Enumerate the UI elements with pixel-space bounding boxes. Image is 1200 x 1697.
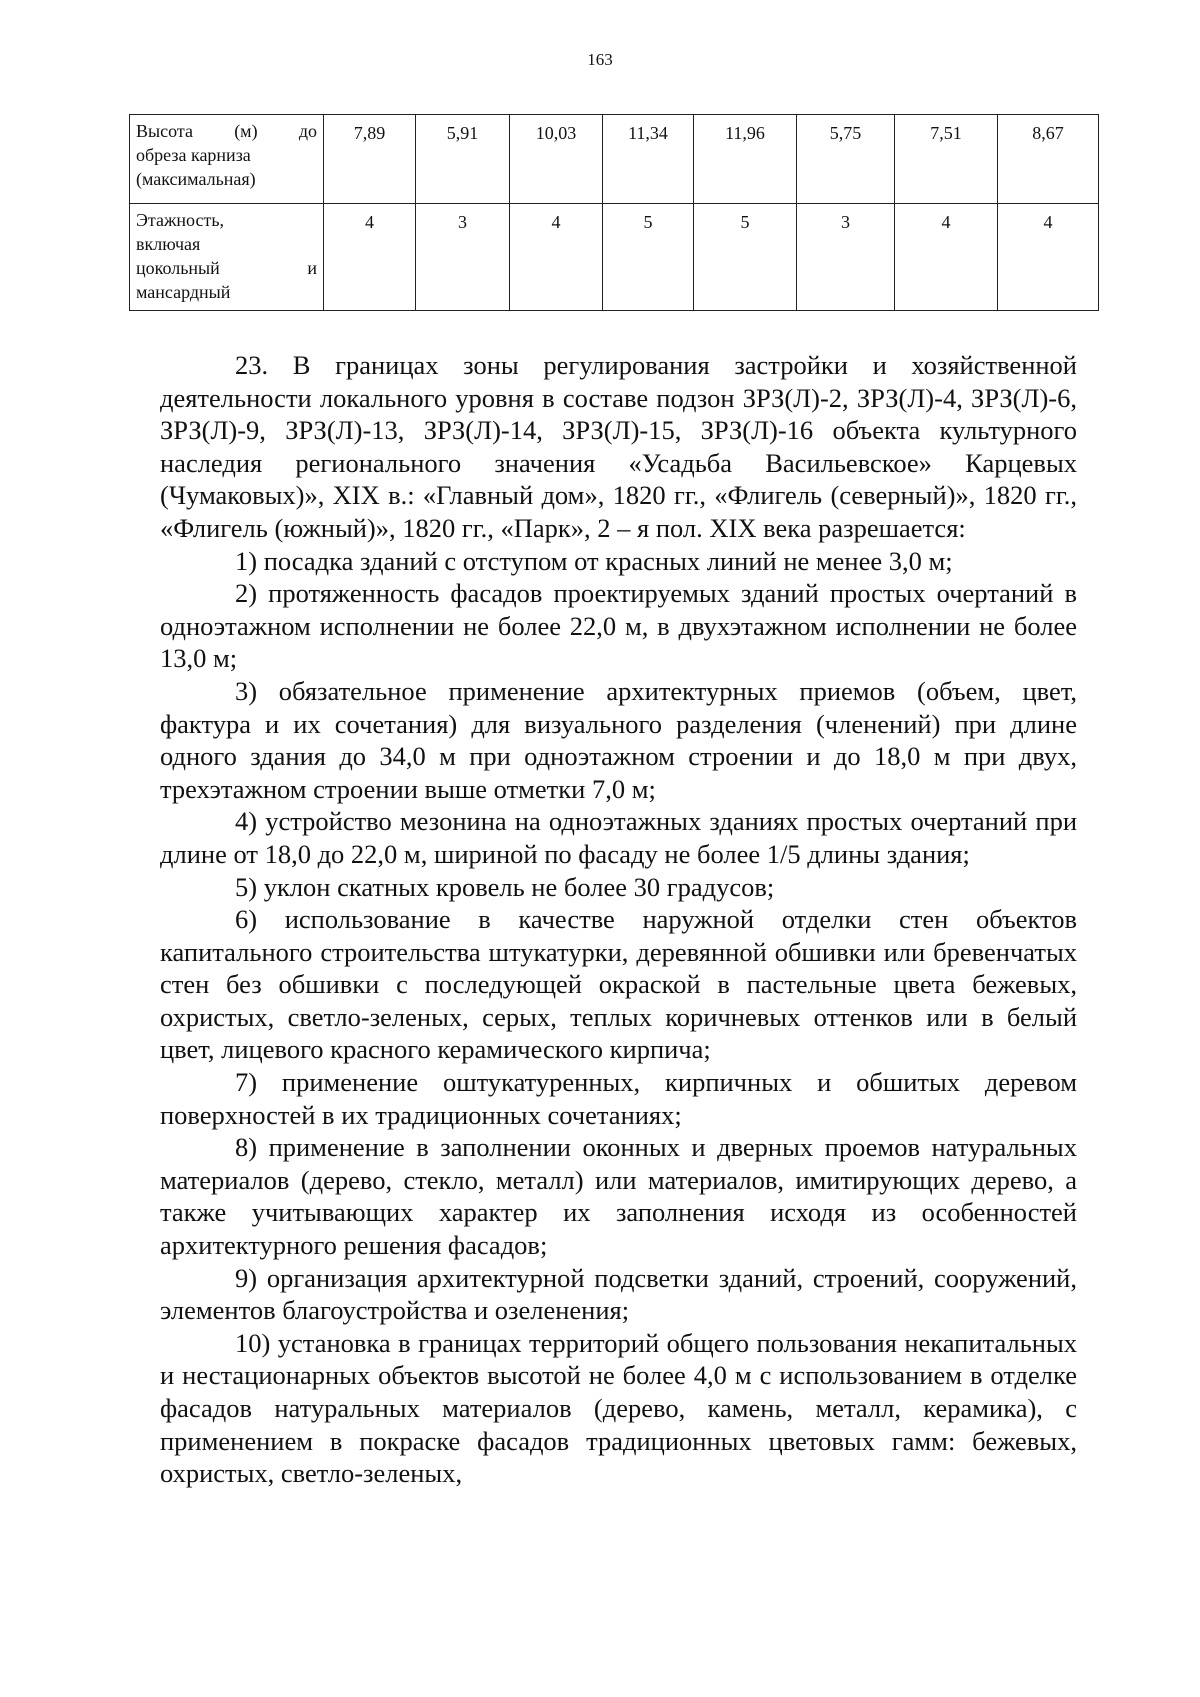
table-cell: 5 [603,204,694,311]
label-line: Высота (м) до [136,121,317,141]
table-cell: 3 [416,204,510,311]
paragraph-23: 23. В границах зоны регулирования застройки и хозяйственной деятельности локального уровня в составе подзон ЗРЗ(Л)-2, ЗРЗ(Л)-4, ЗРЗ(Л)-6, ЗРЗ(Л)-9, ЗРЗ(Л)-13, ЗРЗ(Л)-14, ЗРЗ(Л)-15, ЗРЗ(Л)-16 объекта культурного наследия регионального значения «Усадьба Васильевское» Карцевых (Чумаковых)», XIX в.: «Главный дом», 1820 гг., «Флигель (северный)», 1820 гг., «Флигель (южный)», 1820 гг., «Парк», 2 – я пол. XIX века разрешается: [160,350,1077,543]
table-cell: 11,96 [694,115,797,204]
label-line: цокольный и [136,258,317,278]
table-cell: 5,91 [416,115,510,204]
label-line: мансардный [136,282,231,302]
body-text [160,349,1077,1490]
list-item-1: 1) посадка зданий с отступом от красных линий не менее 3,0 м; [235,545,953,576]
list-item-7: 7) применение оштукатуренных, кирпичных и обшитых деревом поверхностей в их традиционных сочетаниях; [160,1067,1077,1130]
list-item-8: 8) применение в заполнении оконных и дверных проемов натуральных материалов (дерево, стекло, металл) или материалов, имитирующих дерево, а также учитывающих характер их заполнения исходя из особенностей архитектурного решения фасадов; [160,1132,1077,1261]
label-line: (максимальная) [136,169,256,189]
list-item-4: 4) устройство мезонина на одноэтажных зданиях простых очертаний при длине от 18,0 до 22,0 м, шириной по фасаду не более 1/5 длины здания; [160,806,1077,869]
parameters-table [129,114,1099,311]
table-cell: 3 [797,204,895,311]
label-line: Этажность, [136,210,225,230]
table-cell: 5,75 [797,115,895,204]
row-label [130,115,324,204]
table-cell: 4 [895,204,998,311]
row-label [130,204,324,311]
label-line: обреза карниза [136,145,251,165]
table-cell: 7,89 [324,115,416,204]
table-cell: 7,51 [895,115,998,204]
list-item-2: 2) протяженность фасадов проектируемых зданий простых очертаний в одноэтажном исполнении не более 22,0 м, в двухэтажном исполнении не более 13,0 м; [160,578,1077,674]
table-row [130,115,1099,204]
page-number: 163 [587,50,613,69]
table-cell: 8,67 [998,115,1099,204]
table-cell: 11,34 [603,115,694,204]
list-item-9: 9) организация архитектурной подсветки зданий, строений, сооружений, элементов благоустройства и озеленения; [160,1262,1077,1326]
table-cell: 4 [510,204,603,311]
list-item-3: 3) обязательное применение архитектурных приемов (объем, цвет, фактура и их сочетания) для визуального разделения (членений) при длине одного здания до 34,0 м при одноэтажном строении и до 18,0 м при двух, трехэтажном строении выше отметки 7,0 м; [160,675,1077,804]
table-cell: 4 [324,204,416,311]
list-item-10: 10) установка в границах территорий общего пользования некапитальных и нестационарных объектов высотой не более 4,0 м с использованием в отделке фасадов натуральных материалов (дерево, камень, металл, керамика), с применением в покраске фасадов традиционных цветовых гамм: бежевых, охристых, светло-зеленых, [160,1327,1077,1489]
list-item-6: 6) использование в качестве наружной отделки стен объектов капитального строительства штукатурки, деревянной обшивки или бревенчатых стен без обшивки с последующей окраской в пастельные цвета бежевых, охристых, светло-зеленых, серых, теплых коричневых оттенков или в белый цвет, лицевого красного керамического кирпича; [160,904,1077,1065]
table-row [130,204,1099,311]
table-cell: 10,03 [510,115,603,204]
table-cell: 4 [998,204,1099,311]
table-cell: 5 [694,204,797,311]
label-line: включая [136,234,201,254]
list-item-5: 5) уклон скатных кровель не более 30 градусов; [235,871,775,902]
